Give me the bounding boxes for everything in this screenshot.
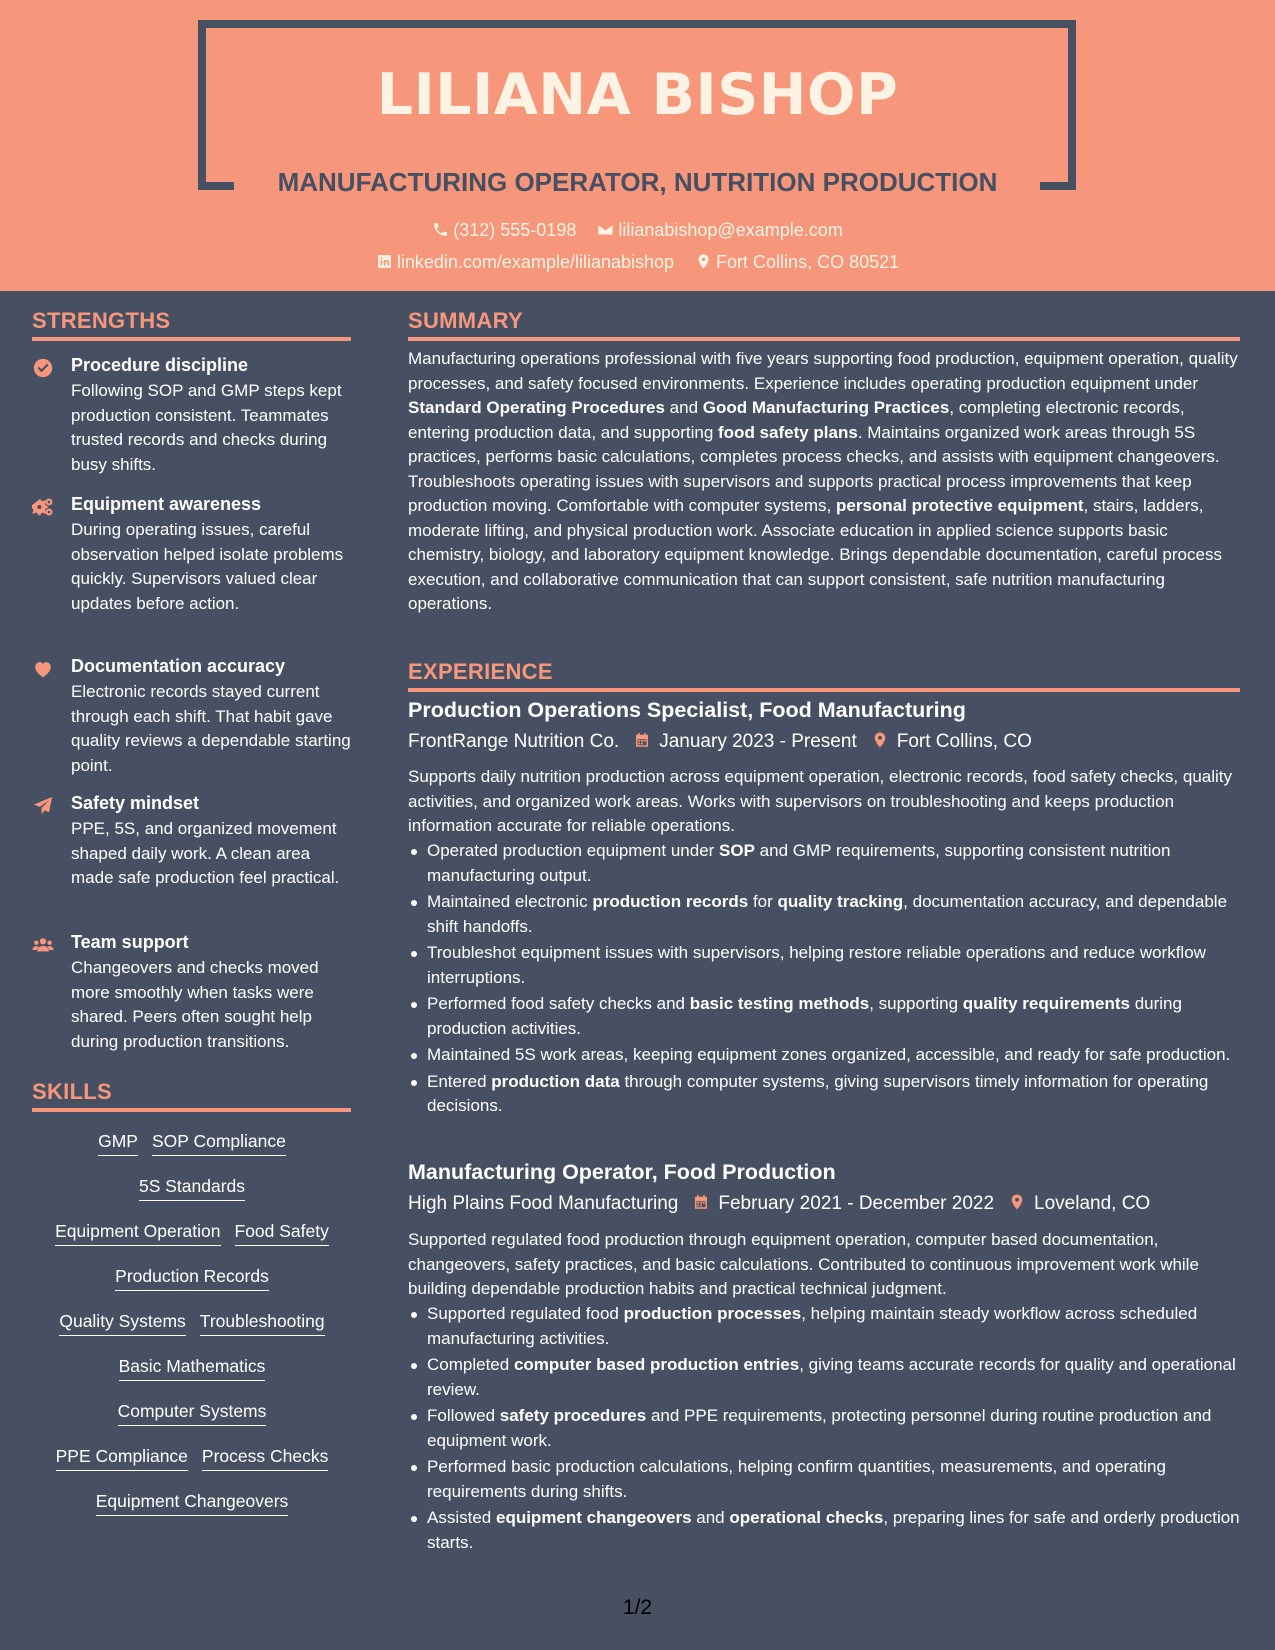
skill-tag: Equipment Changeovers	[96, 1488, 289, 1516]
strength-title: Procedure discipline	[71, 355, 249, 375]
bold-text: equipment changeovers	[495, 1508, 692, 1527]
text-run: Operated production equipment under	[427, 841, 720, 860]
skill-row	[32, 1353, 352, 1398]
skill-tag: PPE Compliance	[56, 1443, 188, 1471]
contact-location	[695, 252, 899, 273]
job-bullets	[408, 1302, 1259, 1557]
text-run: Maintained electronic	[427, 892, 593, 911]
strength-desc: Electronic records stayed current through each shift. That habit gave quality reviews a dependable starting point.	[71, 682, 351, 775]
check-circle-icon	[32, 357, 54, 379]
skill-tag: 5S Standards	[139, 1173, 245, 1201]
bold-text: Standard Operating Procedures	[408, 398, 665, 417]
contact-email[interactable]	[597, 220, 842, 241]
job-description: Supports daily nutrition production across equipment operation, electronic records, food safety checks, quality activities, and organized work areas. Works with supervisors on troubleshooting and keeps production information accurate for reliable operations.	[408, 767, 1233, 835]
contact-row-1	[0, 220, 1275, 241]
job-company: High Plains Food Manufacturing	[408, 1193, 679, 1214]
strengths-heading: STRENGTHS	[32, 308, 171, 333]
job-bullet	[427, 992, 1259, 1041]
header-banner	[0, 0, 1275, 291]
text-run: Troubleshot equipment issues with supervisors, helping restore reliable operations and reduce workflow interruptions.	[427, 943, 1206, 987]
job-location: Loveland, CO	[1034, 1193, 1151, 1214]
job-location: Fort Collins, CO	[896, 731, 1032, 752]
text-run: Manufacturing operations professional with five years supporting food production, equipment operation, quality processes, and safety focused environments. Experience includes operating production equipment under	[408, 349, 1238, 393]
skills-rule	[32, 1108, 351, 1112]
strength-desc: PPE, 5S, and organized movement shaped daily work. A clean area made safe production feel practical.	[71, 819, 340, 887]
bold-text: production data	[491, 1071, 620, 1091]
bold-text: operational checks	[729, 1508, 884, 1527]
map-pin-icon	[695, 253, 712, 270]
job-bullets	[408, 839, 1259, 1121]
bold-text: basic testing methods	[689, 994, 870, 1013]
skill-tag: Food Safety	[235, 1218, 329, 1246]
phone-icon	[432, 221, 449, 238]
skills-list	[32, 1128, 352, 1533]
strength-title: Equipment awareness	[71, 494, 262, 514]
candidate-name: LILIANA BISHOP	[376, 62, 899, 128]
skill-tag: SOP Compliance	[152, 1128, 286, 1156]
text-run: and	[691, 1508, 730, 1527]
bold-text: quality requirements	[962, 994, 1130, 1013]
text-run: Maintained 5S work areas, keeping equipment zones organized, accessible, and ready for safe production.	[427, 1045, 1231, 1064]
job-bullet	[427, 890, 1259, 939]
bold-text: personal protective equipment	[836, 496, 1084, 515]
location-text: Fort Collins, CO 80521	[716, 252, 900, 272]
job-dates: February 2021 - December 2022	[718, 1193, 995, 1214]
text-run: through computer systems, giving supervisors timely information for operating decisions.	[427, 1071, 1209, 1115]
job-bullet	[427, 1353, 1259, 1402]
text-run: , completing electronic records, entering production data, and supporting	[408, 398, 1185, 442]
text-run: , helping maintain steady workflow across scheduled manufacturing activities.	[427, 1304, 1198, 1348]
job-bullet	[427, 839, 1259, 888]
job-description: Supported regulated food production through equipment operation, computer based documentation, changeovers, safety practices, and basic calculations. Contributed to continuous improvement work while building dependable production habits and practical technical judgment.	[408, 1230, 1199, 1298]
gears-icon	[32, 496, 54, 518]
job-bullet	[427, 1404, 1259, 1453]
summary-rule	[408, 337, 1240, 341]
text-run: Performed food safety checks and	[427, 994, 690, 1013]
job-bullet	[427, 1302, 1259, 1351]
contact-phone[interactable]	[432, 220, 576, 241]
job-bullet	[427, 1070, 1259, 1119]
text-run: , giving teams accurate records for quality and operational review.	[427, 1355, 1236, 1399]
strength-desc: Following SOP and GMP steps kept production consistent. Teammates trusted records and checks during busy shifts.	[71, 381, 342, 474]
envelope-icon	[597, 221, 614, 238]
paper-plane-icon	[32, 795, 54, 817]
skill-row	[32, 1308, 352, 1353]
strength-desc: During operating issues, careful observation helped isolate problems quickly. Supervisors valued clear updates before action.	[71, 520, 344, 613]
skill-tag: Production Records	[115, 1263, 269, 1291]
summary-heading: SUMMARY	[408, 308, 523, 333]
linkedin-text: linkedin.com/example/lilianabishop	[396, 252, 675, 272]
skill-row	[32, 1218, 352, 1263]
job-bullet	[427, 1043, 1259, 1068]
users-icon	[32, 934, 54, 956]
strength-title: Documentation accuracy	[71, 656, 286, 676]
job-title: Manufacturing Operator, Food Production	[408, 1160, 836, 1184]
text-run: Entered	[427, 1071, 492, 1091]
skill-tag: Troubleshooting	[200, 1308, 325, 1336]
bold-text: SOP	[719, 841, 755, 860]
skill-tag: Computer Systems	[118, 1398, 267, 1426]
map-pin-icon	[1008, 1193, 1026, 1211]
bold-text: production records	[592, 892, 749, 911]
experience-heading: EXPERIENCE	[408, 659, 553, 684]
skill-row	[32, 1488, 352, 1533]
job-bullet	[427, 1506, 1259, 1555]
text-run: during production activities.	[427, 994, 1182, 1038]
contact-linkedin[interactable]	[376, 252, 674, 273]
bold-text: computer based production entries	[513, 1355, 800, 1374]
skill-tag: Equipment Operation	[55, 1218, 220, 1246]
bold-text: quality tracking	[777, 892, 904, 911]
calendar-icon	[633, 731, 651, 749]
skill-row	[32, 1263, 352, 1308]
skill-tag: GMP	[98, 1128, 138, 1156]
strength-title: Team support	[71, 932, 189, 952]
strengths-rule	[32, 337, 351, 341]
text-run: . Maintains organized work areas through 5S practices, performs basic calculations, completes process checks, and assists with equipment changeovers. Troubleshoots operating issues with supervisors and supports practical process improvements that keep production moving. Comfortable with computer systems,	[408, 422, 1220, 515]
job-meta	[408, 1193, 1150, 1215]
text-run: and PPE requirements, protecting personnel during routine production and equipment work.	[427, 1406, 1212, 1450]
page-number: 1/2	[622, 1596, 653, 1619]
text-run: Followed	[427, 1406, 500, 1425]
text-run: for	[748, 892, 778, 911]
job-title-heading: MANUFACTURING OPERATOR, NUTRITION PRODUCTION	[277, 167, 998, 197]
text-run: Assisted	[427, 1508, 496, 1527]
skill-row	[32, 1173, 352, 1218]
heart-icon	[32, 658, 54, 680]
text-run: and GMP requirements, supporting consistent nutrition manufacturing output.	[427, 841, 1171, 885]
skill-row	[32, 1128, 352, 1173]
bold-text: safety procedures	[499, 1406, 647, 1425]
summary-text	[408, 347, 1240, 617]
skill-row	[32, 1443, 352, 1488]
bold-text: food safety plans	[718, 422, 858, 442]
calendar-icon	[692, 1193, 710, 1211]
skills-heading: SKILLS	[32, 1079, 113, 1104]
text-run: , preparing lines for safe and orderly production starts.	[427, 1508, 1240, 1552]
text-run: , stairs, ladders, moderate lifting, and physical production work. Associate education in applied science supports basic chemistry, biology, and laboratory equipment knowledge. Brings dependable documentation, careful process execution, and collaborative communication that can support consistent, safe nutrition manufacturing operations.	[408, 496, 1222, 613]
strength-title: Safety mindset	[71, 793, 200, 813]
bold-text: Good Manufacturing Practices	[702, 398, 950, 417]
map-pin-icon	[871, 731, 889, 749]
skill-tag: Basic Mathematics	[119, 1353, 266, 1381]
text-run: , supporting	[869, 994, 963, 1013]
text-run: , documentation accuracy, and dependable shift handoffs.	[427, 892, 1228, 936]
email-text: lilianabishop@example.com	[618, 220, 843, 240]
skill-row	[32, 1398, 352, 1443]
job-bullet	[427, 941, 1259, 990]
phone-text: (312) 555-0198	[453, 220, 577, 240]
bold-text: production processes	[623, 1304, 802, 1323]
job-bullet	[427, 1455, 1259, 1504]
experience-rule	[408, 688, 1240, 692]
skill-tag: Process Checks	[202, 1443, 328, 1471]
job-company: FrontRange Nutrition Co.	[408, 731, 620, 752]
strength-desc: Changeovers and checks moved more smoothly when tasks were shared. Peers often sought help during production transitions.	[71, 958, 319, 1051]
text-run: and	[664, 398, 703, 417]
job-dates: January 2023 - Present	[659, 731, 857, 752]
skill-tag: Quality Systems	[59, 1308, 185, 1336]
text-run: Supported regulated food	[427, 1304, 624, 1323]
text-run: Performed basic production calculations, helping confirm quantities, measurements, and operating requirements during shifts.	[427, 1457, 1166, 1501]
text-run: Completed	[427, 1355, 514, 1374]
job-title: Production Operations Specialist, Food Manufacturing	[408, 698, 966, 722]
linkedin-icon	[376, 253, 393, 270]
contact-row-2	[0, 252, 1275, 273]
job-meta	[408, 731, 1032, 753]
